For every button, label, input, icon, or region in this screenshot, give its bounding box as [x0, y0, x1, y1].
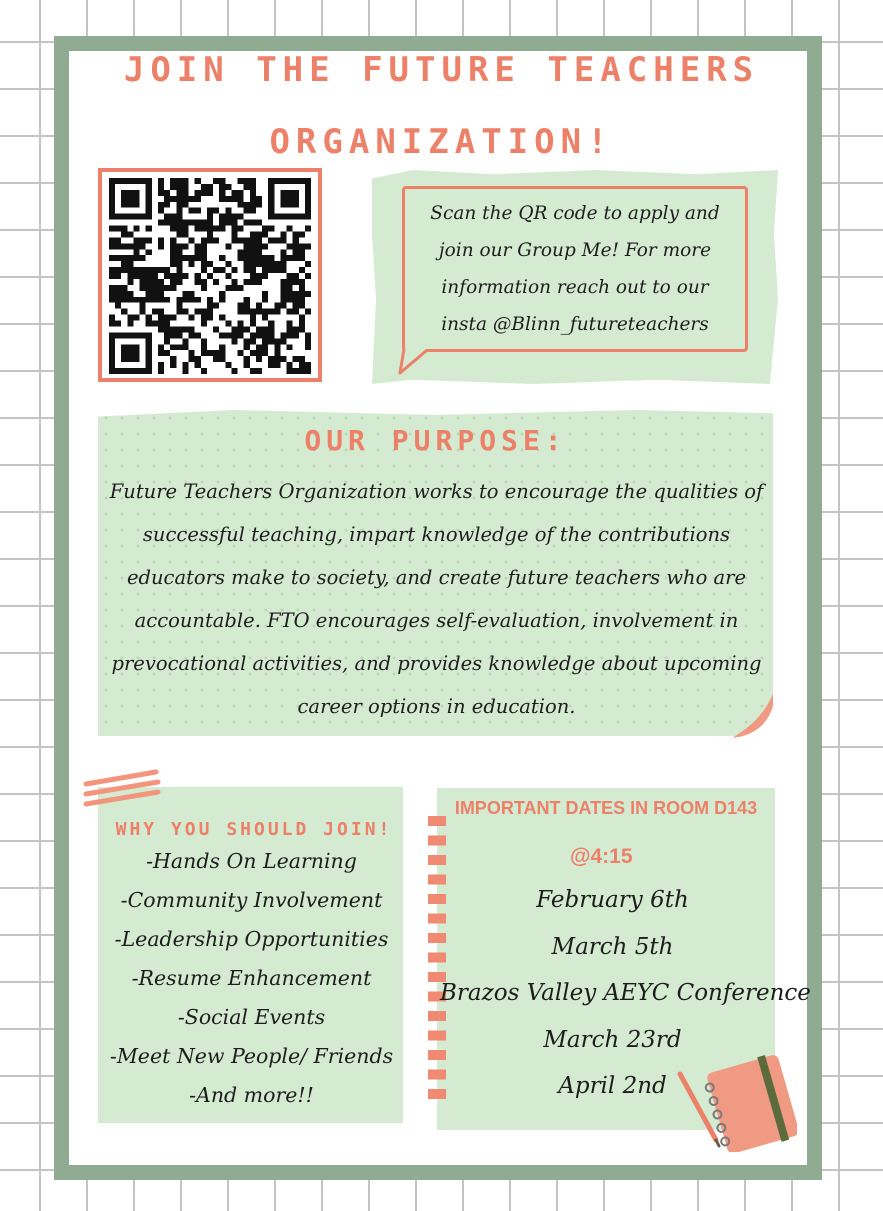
- speech-bubble-tail-icon: [396, 346, 436, 376]
- important-dates-title: IMPORTANT DATES IN ROOM D143: [454, 798, 758, 818]
- list-item: March 23rd: [543, 1026, 682, 1053]
- list-item: -Community Involvement: [120, 888, 383, 912]
- list-item: Brazos Valley AEYC Conference: [440, 980, 811, 1006]
- title-line-2: ORGANIZATION!: [269, 122, 614, 162]
- why-join-list: [104, 842, 399, 1115]
- notebook-icon: [672, 1046, 797, 1152]
- list-item: -And more!!: [189, 1083, 314, 1107]
- list-item: -Leadership Opportunities: [114, 927, 389, 951]
- stripes-icon: [80, 764, 164, 816]
- list-item: March 5th: [551, 933, 674, 960]
- why-join-title: WHY YOU SHOULD JOIN!: [115, 819, 393, 840]
- purpose-title: OUR PURPOSE:: [304, 424, 567, 457]
- qr-code[interactable]: [98, 168, 322, 382]
- title-line-1: JOIN THE FUTURE TEACHERS: [123, 50, 760, 90]
- list-item: February 6th: [536, 887, 689, 913]
- purpose-body: Future Teachers Organization works to encourage the qualities of successful teaching, impart knowledge of the contributions educators make to society, and create future teachers who are accountable. FTO encourages self-evaluation, involvement in prevocational activities, and provides knowledge about upcoming career options in education.: [109, 480, 764, 718]
- speech-bubble: [402, 186, 748, 352]
- list-item: -Resume Enhancement: [131, 966, 372, 990]
- qr-code-icon: [109, 178, 311, 374]
- list-item: -Hands On Learning: [146, 849, 357, 873]
- scan-info-text: Scan the QR code to apply and join our Group Me! For more information reach out to our insta @Blinn_futureteachers: [430, 203, 720, 335]
- list-item: April 2nd: [558, 1073, 667, 1099]
- list-item: -Social Events: [177, 1005, 326, 1029]
- meeting-time: @4:15: [570, 845, 633, 868]
- list-item: -Meet New People/ Friends: [109, 1044, 394, 1068]
